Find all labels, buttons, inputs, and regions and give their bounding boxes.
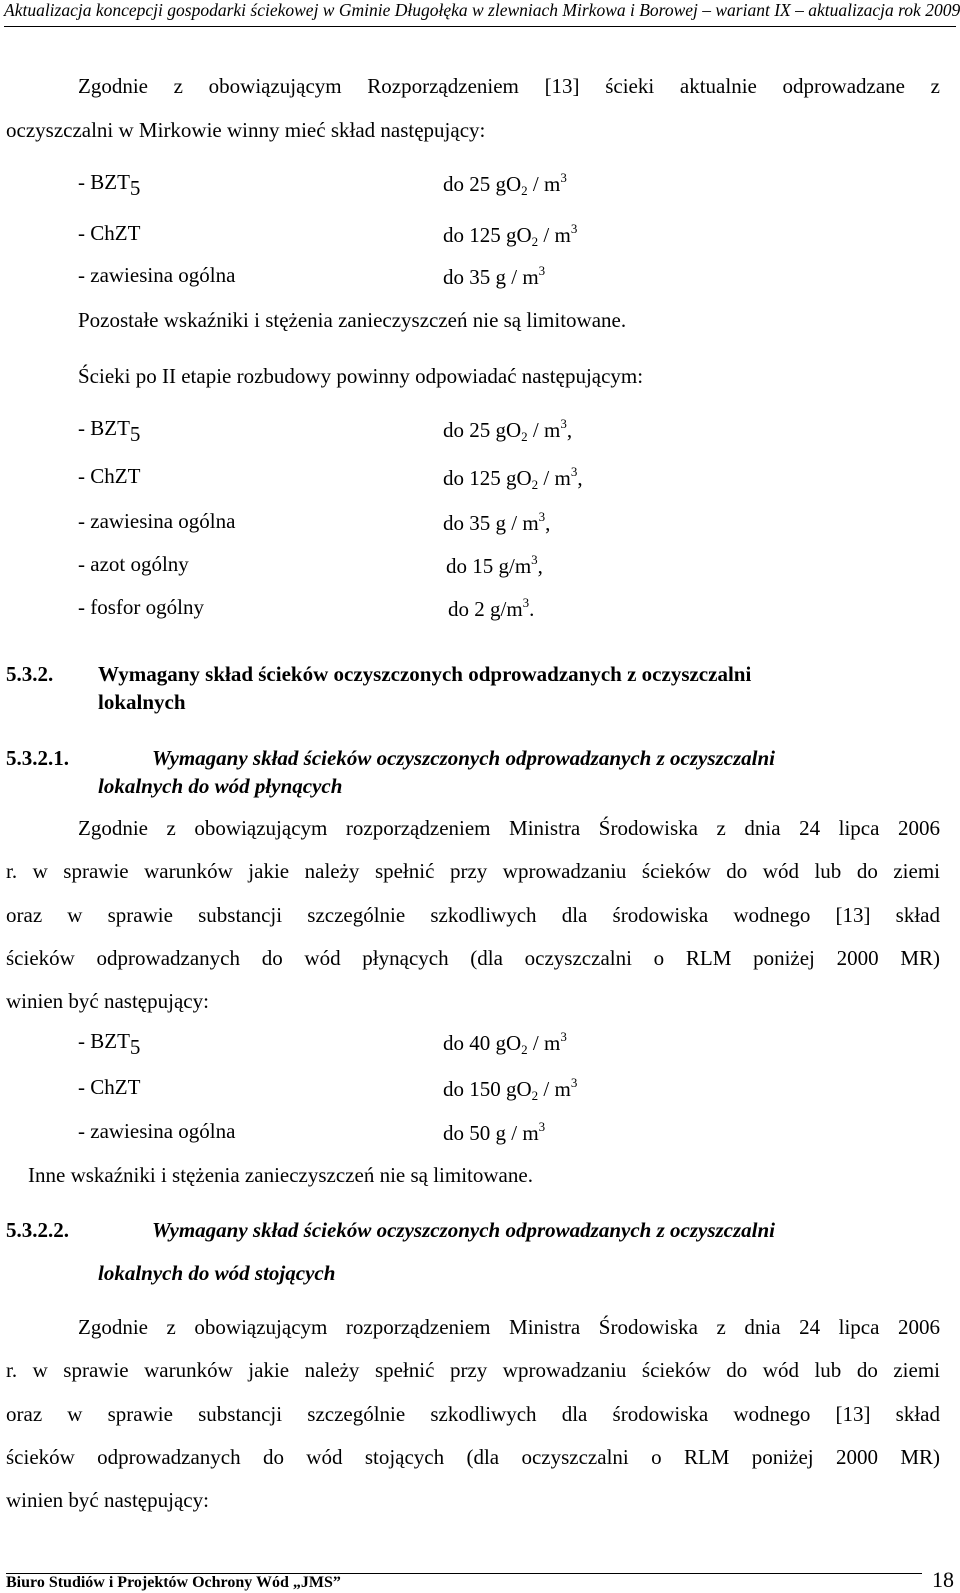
- limit-label: [78, 263, 235, 288]
- limit-label-text: - BZT: [78, 416, 130, 440]
- header-divider: [4, 26, 956, 27]
- limit-label-text: - ChZT: [78, 221, 141, 245]
- limit-value-exponent: 3: [560, 416, 567, 431]
- limit-label: [78, 552, 189, 577]
- limit-label-subscript: 5: [129, 176, 141, 200]
- limit-label-text: - BZT: [78, 170, 130, 194]
- intro-paragraph-line-1: Zgodnie z obowiązującym Rozporządzeniem [13] ścieki aktualnie odprowadzane z: [78, 74, 940, 98]
- section-5321-paragraph-line-5: winien być następujący:: [6, 989, 209, 1013]
- limit-value-subscript: 2: [521, 1042, 528, 1057]
- limit-value-text: do 50 g / m: [443, 1121, 539, 1145]
- limit-value-text: do 25 gO: [443, 172, 522, 196]
- section-5321-title-line-1: Wymagany skład ścieków oczyszczonych odprowadzanych z oczyszczalni: [152, 746, 776, 770]
- limit-value-text: do 15 g/m: [446, 554, 532, 578]
- limit-value-unit: / m: [538, 1077, 571, 1101]
- section-5321-number: 5.3.2.1.: [6, 746, 69, 770]
- limit-value-subscript: 2: [521, 429, 528, 444]
- limit-value-unit: / m: [527, 1031, 561, 1055]
- limit-label: [78, 416, 140, 447]
- limit-value-unit: / m: [527, 418, 561, 442]
- limit-value-subscript: 2: [531, 477, 539, 492]
- limit-value: [443, 170, 567, 199]
- limit-label: [78, 509, 235, 534]
- footer-company: Biuro Studiów i Projektów Ochrony Wód „JMS”: [6, 1574, 341, 1591]
- limit-value: [443, 1029, 567, 1058]
- limit-value-punctuation: .: [529, 597, 535, 621]
- limit-value-text: do 35 g / m: [443, 511, 539, 535]
- limit-label-text: - zawiesina ogólna: [78, 263, 236, 287]
- limit-value: [443, 1119, 545, 1146]
- section-5321-paragraph-line-2: r. w sprawie warunków jakie należy spełnić przy wprowadzaniu ścieków do wód lub do ziemi: [6, 859, 940, 883]
- section-5321-paragraph-line-3: oraz w sprawie substancji szczególnie szkodliwych dla środowiska wodnego [13] skład: [6, 903, 940, 927]
- limit-value-exponent: 3: [570, 1075, 578, 1090]
- running-header: Aktualizacja koncepcji gospodarki ściekowej w Gminie Długołęka w zlewniach Mirkowa i Borowej – wariant IX – aktualizacja rok 2009: [4, 0, 960, 20]
- section-5321-note: Inne wskaźniki i stężenia zanieczyszczeń nie są limitowane.: [28, 1163, 533, 1187]
- limit-value: [443, 263, 545, 290]
- limit-label: [78, 464, 140, 489]
- limit-value-exponent: 3: [538, 1119, 546, 1134]
- limit-value-subscript: 2: [531, 1088, 539, 1103]
- limit-value: [443, 416, 572, 445]
- limit-label-text: - zawiesina ogólna: [78, 509, 236, 533]
- limit-value: [443, 221, 577, 250]
- limit-value-unit: / m: [538, 223, 571, 247]
- section-532-title-line-1: Wymagany skład ścieków oczyszczonych odprowadzanych z oczyszczalni: [98, 662, 752, 686]
- limit-value-text: do 40 gO: [443, 1031, 522, 1055]
- section-5322-number: 5.3.2.2.: [6, 1218, 69, 1242]
- section-5322-paragraph-line-5: winien być następujący:: [6, 1488, 209, 1512]
- section-5322-paragraph-line-1: Zgodnie z obowiązującym rozporządzeniem Ministra Środowiska z dnia 24 lipca 2006: [78, 1315, 940, 1339]
- limit-value-text: do 25 gO: [443, 418, 522, 442]
- limit-value: [446, 552, 543, 579]
- limit-label: [78, 170, 140, 201]
- limit-value-exponent: 3: [570, 221, 578, 236]
- section-5321-paragraph-line-4: ścieków odprowadzanych do wód płynących (dla oczyszczalni o RLM poniżej 2000 MR): [6, 946, 940, 970]
- limit-value: [443, 1075, 577, 1104]
- page-number: 18: [932, 1567, 954, 1592]
- limit-label: [78, 1075, 140, 1100]
- limit-label-subscript: 5: [129, 1035, 141, 1059]
- limit-label-text: - ChZT: [78, 1075, 141, 1099]
- limit-value-subscript: 2: [521, 183, 528, 198]
- limit-value-exponent: 3: [531, 552, 538, 567]
- section-5321-paragraph-line-1: Zgodnie z obowiązującym rozporządzeniem Ministra Środowiska z dnia 24 lipca 2006: [78, 816, 940, 840]
- limit-value-text: do 35 g / m: [443, 265, 539, 289]
- limit-value-exponent: 3: [522, 595, 530, 610]
- section-5322-paragraph-line-2: r. w sprawie warunków jakie należy spełnić przy wprowadzaniu ścieków do wód lub do ziemi: [6, 1358, 940, 1382]
- limit-value-exponent: 3: [538, 509, 546, 524]
- limit-label: [78, 595, 204, 620]
- section-5322-title-line-1: Wymagany skład ścieków oczyszczonych odprowadzanych z oczyszczalni: [152, 1218, 776, 1242]
- limit-value-punctuation: ,: [545, 511, 551, 535]
- limit-value-text: do 150 gO: [443, 1077, 532, 1101]
- limit-label-text: - BZT: [78, 1029, 130, 1053]
- section-5322-paragraph-line-3: oraz w sprawie substancji szczególnie szkodliwych dla środowiska wodnego [13] skład: [6, 1402, 940, 1426]
- limit-value-text: do 125 gO: [443, 466, 532, 490]
- limit-value-subscript: 2: [531, 234, 539, 249]
- limit-value: [443, 464, 583, 493]
- limit-label-text: - ChZT: [78, 464, 141, 488]
- limit-value: [448, 595, 534, 622]
- limit-label-text: - azot ogólny: [78, 552, 189, 576]
- limit-value-exponent: 3: [560, 170, 567, 185]
- limit-value-exponent: 3: [570, 464, 578, 479]
- section-5322-paragraph-line-4: ścieków odprowadzanych do wód stojących (dla oczyszczalni o RLM poniżej 2000 MR): [6, 1445, 940, 1469]
- limit-label: [78, 1119, 235, 1144]
- intro-paragraph-line-2: oczyszczalni w Mirkowie winny mieć skład następujący:: [6, 118, 486, 142]
- section-532-title-line-2: lokalnych: [98, 690, 186, 714]
- limit-value-unit: / m: [527, 172, 561, 196]
- limit-value-text: do 2 g/m: [448, 597, 523, 621]
- limit-value: [443, 509, 550, 536]
- limit-value-unit: / m: [538, 466, 571, 490]
- limit-label-subscript: 5: [129, 422, 141, 446]
- limit-value-exponent: 3: [538, 263, 546, 278]
- limit-label: [78, 221, 140, 246]
- limit-value-punctuation: ,: [566, 418, 573, 442]
- section-532-number: 5.3.2.: [6, 662, 54, 686]
- intro-note: Pozostałe wskaźniki i stężenia zanieczyszczeń nie są limitowane.: [78, 308, 627, 332]
- limit-label-text: - zawiesina ogólna: [78, 1119, 236, 1143]
- limit-label: [78, 1029, 140, 1060]
- limit-value-exponent: 3: [560, 1029, 567, 1044]
- limit-value-punctuation: ,: [537, 554, 543, 578]
- stage2-intro: Ścieki po II etapie rozbudowy powinny odpowiadać następującym:: [78, 364, 644, 388]
- limit-label-text: - fosfor ogólny: [78, 595, 204, 619]
- limit-value-text: do 125 gO: [443, 223, 532, 247]
- section-5321-title-line-2: lokalnych do wód płynących: [98, 774, 343, 798]
- limit-value-punctuation: ,: [577, 466, 583, 490]
- section-5322-title-line-2: lokalnych do wód stojących: [98, 1261, 336, 1285]
